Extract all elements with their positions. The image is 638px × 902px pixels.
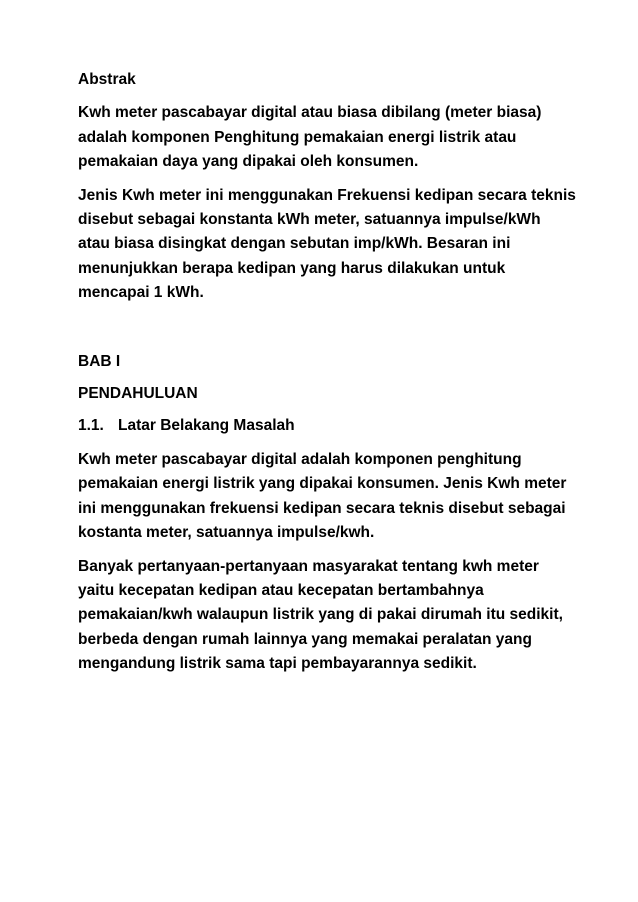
abstract-title — [78, 68, 558, 92]
section-number: 1.1. — [78, 417, 104, 435]
text-line: pemakaian energi listrik yang dipakai konsumen. Jenis Kwh meter — [78, 475, 567, 493]
text-line: Kwh meter pascabayar digital adalah komponen penghitung — [78, 450, 522, 468]
chapter-label-text: BAB I — [78, 352, 121, 370]
text-line: Kwh meter pascabayar digital atau biasa dibilang (meter biasa) — [78, 104, 542, 122]
text-line: Jenis Kwh meter ini menggunakan Frekuensi kedipan secara teknis — [78, 186, 576, 204]
document-content — [78, 68, 576, 677]
text-line: mengandung listrik sama tapi pembayarannya sedikit. — [78, 655, 477, 673]
text-line: pemakaian daya yang dipakai oleh konsumen. — [78, 153, 419, 171]
abstract-paragraph-2 — [78, 184, 576, 306]
chapter-title — [78, 382, 558, 406]
text-line: Banyak pertanyaan-pertanyaan masyarakat tentang kwh meter — [78, 557, 539, 575]
text-line: adalah komponen Penghitung pemakaian energi listrik atau — [78, 128, 517, 146]
text-line: berbeda dengan rumah lainnya yang memakai peralatan yang — [78, 630, 532, 648]
text-line: ini menggunakan frekuensi kedipan secara teknis disebut sebagai — [78, 499, 566, 517]
section-heading — [78, 414, 558, 438]
section-title: Latar Belakang Masalah — [118, 417, 295, 435]
section-heading-line — [78, 414, 558, 438]
chapter-label — [78, 350, 558, 374]
text-line: kostanta meter, satuannya impulse/kwh. — [78, 524, 375, 542]
text-line: pemakaian/kwh walaupun listrik yang di pakai dirumah itu sedikit, — [78, 606, 563, 624]
text-line: mencapai 1 kWh. — [78, 284, 204, 302]
abstract-title-text: Abstrak — [78, 71, 136, 88]
text-line: atau biasa disingkat dengan sebutan imp/kWh. Besaran ini — [78, 235, 511, 253]
section-paragraph-2 — [78, 555, 563, 677]
section-paragraph-1 — [78, 448, 567, 546]
abstract-paragraph-1 — [78, 101, 558, 174]
text-line: menunjukkan berapa kedipan yang harus dilakukan untuk — [78, 259, 506, 277]
text-line: yaitu kecepatan kedipan atau kecepatan bertambahnya — [78, 581, 484, 599]
text-line: disebut sebagai konstanta kWh meter, satuannya impulse/kWh — [78, 211, 541, 229]
chapter-title-text: PENDAHULUAN — [78, 385, 198, 403]
